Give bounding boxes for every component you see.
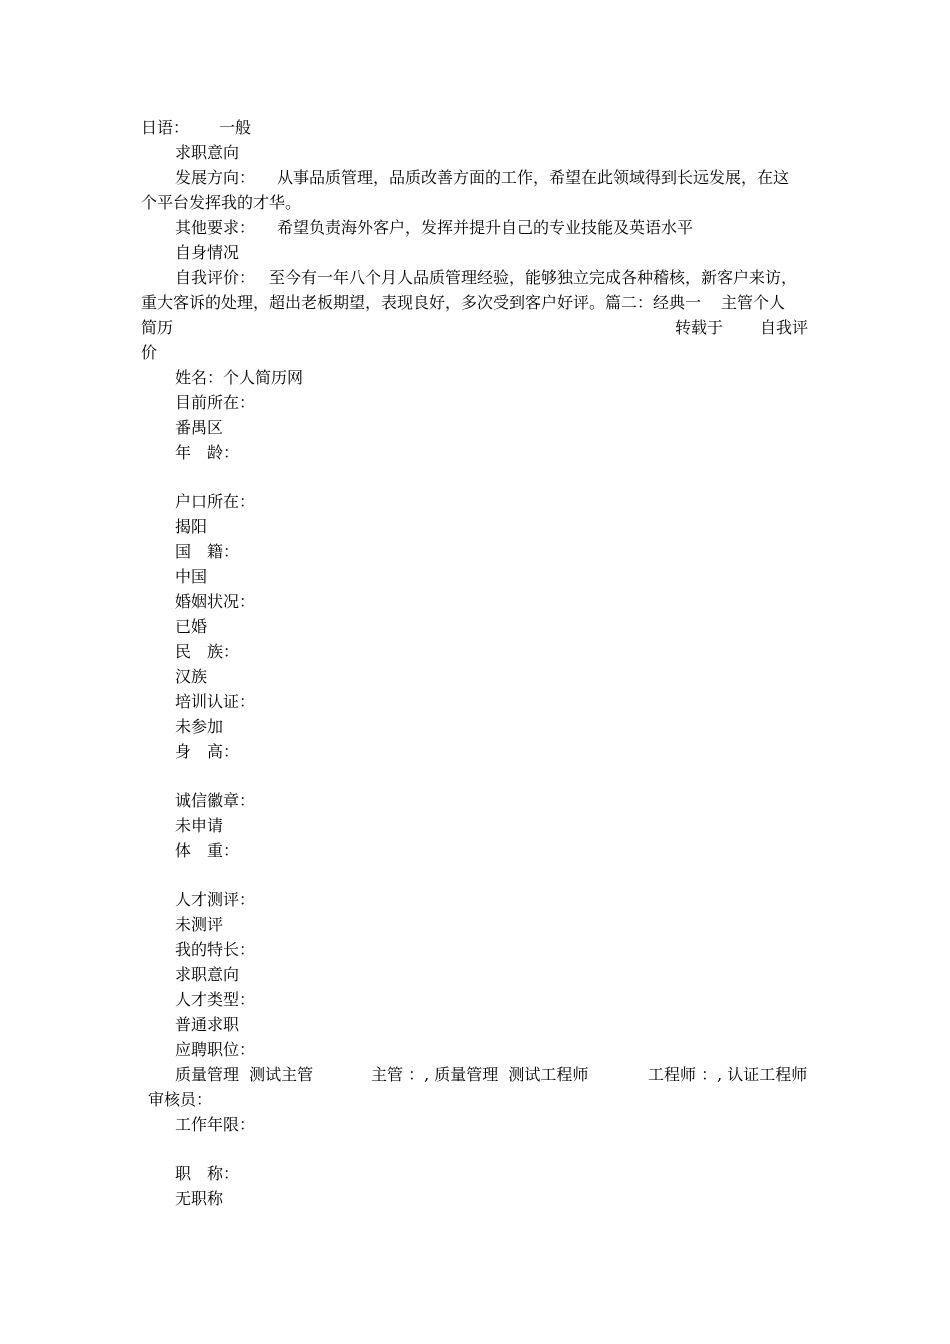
- eval-text-3c: 自我评: [760, 318, 809, 337]
- eval-label: 自我评价：: [175, 268, 256, 287]
- eval-text-3b: 转载于: [675, 318, 724, 337]
- location-label: 目前所在：: [175, 393, 256, 412]
- integrity-value: 未申请: [175, 816, 224, 835]
- other-text: 希望负责海外客户，发挥并提升自己的专业技能及英语水平: [277, 218, 694, 237]
- eval-line: [175, 268, 797, 288]
- ethnicity-value: 汉族: [175, 667, 208, 686]
- eval-text-cont: [141, 293, 785, 313]
- position-label: 应聘职位：: [175, 1040, 256, 1059]
- position-b: 主管 ：, 质量管理 测试工程师: [371, 1065, 589, 1084]
- intent-line: 求职意向: [175, 965, 240, 984]
- nationality-label: 国 籍：: [175, 542, 240, 561]
- direction-text: 从事品质管理，品质改善方面的工作，希望在此领域得到长远发展，在这: [277, 168, 790, 187]
- position-line-cont: 审核员：: [148, 1090, 213, 1109]
- ethnicity-label: 民 族：: [175, 642, 240, 661]
- eval-text: 至今有一年八个月人品质管理经验，能够独立完成各种稽核，新客户来访，: [269, 268, 798, 287]
- assessment-label: 人才测评：: [175, 890, 256, 909]
- weight-label: 体 重：: [175, 841, 240, 860]
- eval-text-3a: 简历: [141, 318, 174, 337]
- years-label: 工作年限：: [175, 1115, 256, 1134]
- hukou-value: 揭阳: [175, 517, 208, 536]
- direction-text-cont: 个平台发挥我的才华。: [141, 193, 302, 212]
- japanese-value: 一般: [219, 118, 252, 137]
- hukou-label: 户口所在：: [175, 492, 256, 511]
- title-value: 无职称: [175, 1189, 224, 1208]
- japanese-label: 日语：: [141, 118, 190, 137]
- other-label: 其他要求：: [175, 218, 256, 237]
- talent-type-label: 人才类型：: [175, 990, 256, 1009]
- specialty-label: 我的特长：: [175, 940, 256, 959]
- marital-value: 已婚: [175, 617, 208, 636]
- section-heading-intent: 求职意向: [175, 143, 240, 162]
- other-line: [175, 218, 693, 238]
- eval-text-cont2: [141, 318, 811, 338]
- talent-type-value: 普通求职: [175, 1015, 240, 1034]
- eval-text-cont3: 价: [141, 343, 158, 362]
- name-line: 姓名：个人简历网: [175, 368, 304, 387]
- location-value: 番禺区: [175, 418, 224, 437]
- eval-text-2b: 主管个人: [721, 293, 786, 312]
- position-c: 工程师 ：, 认证工程师: [648, 1065, 808, 1084]
- integrity-label: 诚信徽章：: [175, 791, 256, 810]
- assessment-value: 未测评: [175, 915, 224, 934]
- training-label: 培训认证：: [175, 692, 256, 711]
- training-value: 未参加: [175, 717, 224, 736]
- direction-label: 发展方向：: [175, 168, 256, 187]
- direction-line: [175, 168, 789, 188]
- position-line: [175, 1065, 815, 1085]
- age-label: 年 龄：: [175, 443, 240, 462]
- eval-text-2a: 重大客诉的处理，超出老板期望，表现良好，多次受到客户好评。篇二：经典一: [141, 293, 702, 312]
- section-heading-self: 自身情况: [175, 243, 240, 262]
- marital-label: 婚姻状况：: [175, 592, 256, 611]
- nationality-value: 中国: [175, 567, 208, 586]
- title-label: 职 称：: [175, 1164, 240, 1183]
- japanese-line: [141, 118, 251, 138]
- height-label: 身 高：: [175, 742, 240, 761]
- position-a: 质量管理 测试主管: [175, 1065, 314, 1084]
